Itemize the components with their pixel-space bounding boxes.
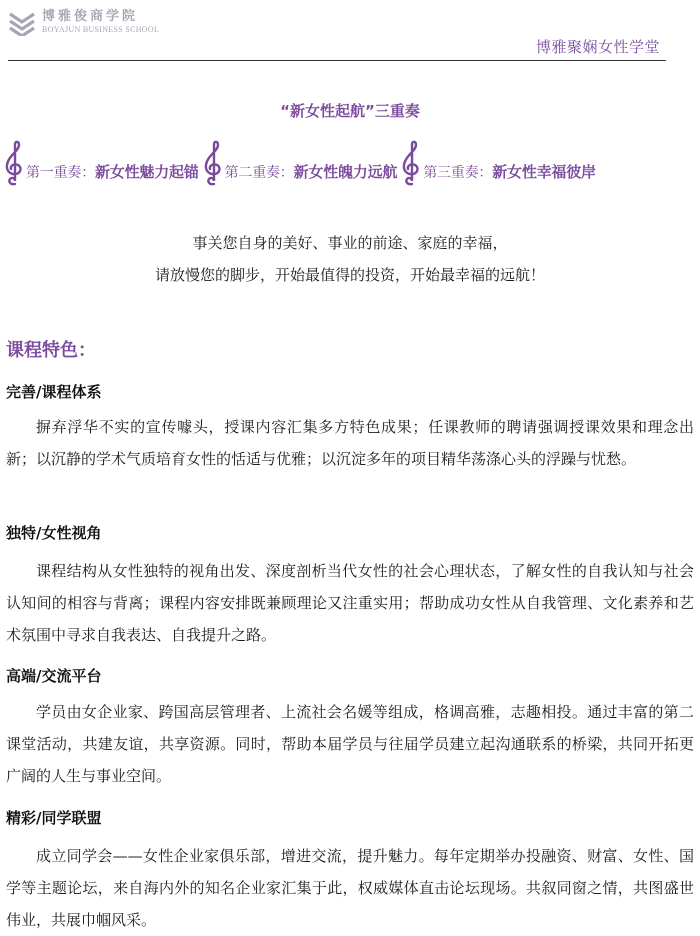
movement-label: 第一重奏：: [26, 165, 95, 181]
header-title: 博雅聚娴女性学堂: [535, 38, 660, 56]
feature-title: 精彩/同学联盟: [6, 809, 102, 827]
feature-title: 高端/交流平台: [6, 667, 102, 685]
feature-body: 学员由女企业家、跨国高层管理者、上流社会名媛等组成，格调高雅，志趣相投。通过丰富的第二课堂活动，共建友谊，共享资源。同时，帮助本届学员与往届学员建立起沟通联系的桥梁，共同开拓更广阔的人生与事业空间。: [6, 703, 694, 785]
page-header: [0, 0, 700, 64]
features-heading: 课程特色：: [6, 340, 96, 361]
logo-chinese-name: 博雅俊商学院: [42, 9, 139, 24]
treble-clef-icon: [2, 140, 26, 186]
movement-3: [399, 140, 596, 186]
feature-body: 课程结构从女性独特的视角出发、深度剖析当代女性的社会心理状态，了解女性的自我认知与社会认知间的相容与背离；课程内容安排既兼顾理论又注重实用；帮助成功女性从自我管理、文化素养和艺术氛围中寻求自我表达、自我提升之路。: [6, 562, 694, 644]
logo-text: [42, 10, 159, 34]
program-title: “新女性起航”三重奏: [280, 102, 420, 120]
intro-quote-line-1: 事关您自身的美好、事业的前途、家庭的幸福，: [192, 234, 508, 252]
movement-1: [2, 140, 199, 186]
movements-row: [2, 134, 698, 186]
movement-label: 第三重奏：: [423, 165, 493, 181]
logo-chevron-icon: [8, 8, 36, 36]
feature-title: 完善/课程体系: [6, 383, 102, 401]
movement-2: [201, 140, 398, 186]
logo-english-name: BOYAJUN BUSINESS SCHOOL: [42, 25, 160, 34]
movement-text: [225, 161, 398, 186]
feature-body: 成立同学会——女性企业家俱乐部，增进交流，提升魅力。每年定期举办投融资、财富、女性、国学等主题论坛，来自海内外的知名企业家汇集于此，权威媒体直击论坛现场。共叙同窗之情，共图盛世伟业，共展巾帼风采。: [6, 847, 694, 929]
movement-title: 新女性魅力起锚: [95, 163, 199, 181]
treble-clef-icon: [399, 140, 423, 186]
movement-text: [423, 161, 596, 186]
movement-text: [26, 161, 199, 186]
movement-label: 第二重奏：: [224, 165, 294, 181]
feature-title: 独特/女性视角: [6, 524, 102, 542]
feature-body: 摒弃浮华不实的宣传噱头，授课内容汇集多方特色成果；任课教师的聘请强调授课效果和理念出新；以沉静的学术气质培育女性的恬适与优雅；以沉淀多年的项目精华荡涤心头的浮躁与忧愁。: [6, 418, 694, 468]
school-logo: [8, 8, 159, 36]
header-divider: [8, 60, 666, 61]
treble-clef-icon: [201, 140, 225, 186]
movement-title: 新女性魄力远航: [293, 163, 398, 181]
movement-title: 新女性幸福彼岸: [492, 163, 596, 181]
intro-quote-line-2: 请放慢您的脚步，开始最值得的投资，开始最幸福的远航！: [154, 266, 545, 284]
